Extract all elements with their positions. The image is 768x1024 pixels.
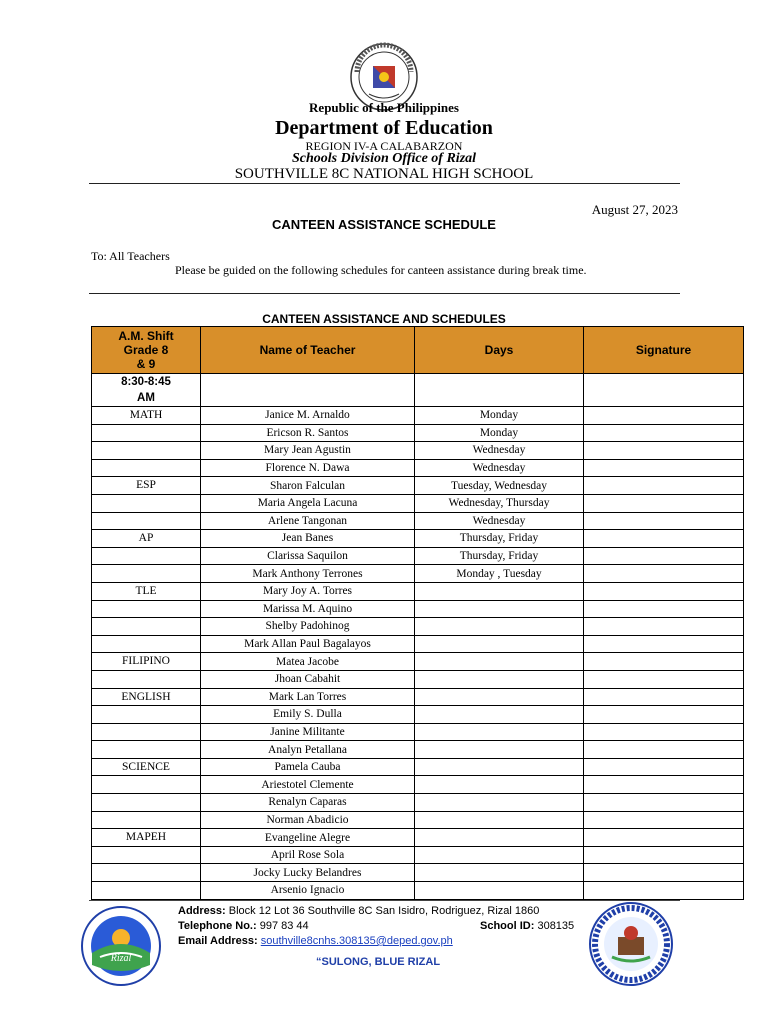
signature-cell[interactable] bbox=[584, 811, 744, 829]
school-id-value: 308135 bbox=[537, 920, 575, 932]
table-row bbox=[92, 882, 744, 900]
days-cell bbox=[415, 688, 584, 706]
table-row bbox=[92, 565, 744, 583]
teacher-cell: Mark Anthony Terrones bbox=[201, 565, 415, 583]
subject-cell: ENGLISH bbox=[92, 688, 201, 706]
signature-cell[interactable] bbox=[584, 442, 744, 460]
header-days: Days bbox=[415, 327, 584, 374]
school-id-label: School ID: bbox=[480, 920, 535, 932]
body-text: Please be guided on the following schedules for canteen assistance during break time. bbox=[175, 263, 587, 277]
address-value: Block 12 Lot 36 Southville 8C San Isidro, Rodriguez, Rizal 1860 bbox=[228, 905, 540, 917]
department-title: Department of Education bbox=[275, 117, 493, 139]
subject-cell bbox=[92, 512, 201, 530]
subject-cell bbox=[92, 635, 201, 653]
subject-cell bbox=[92, 459, 201, 477]
address-label: Address: bbox=[178, 905, 226, 917]
subject-cell bbox=[92, 794, 201, 812]
table-row bbox=[92, 512, 744, 530]
days-cell: Wednesday bbox=[415, 459, 584, 477]
time-slot-row bbox=[92, 374, 744, 407]
teacher-cell: Analyn Petallana bbox=[201, 741, 415, 759]
teacher-cell: Mary Joy A. Torres bbox=[201, 582, 415, 600]
days-cell bbox=[415, 846, 584, 864]
teacher-cell: Jocky Lucky Belandres bbox=[201, 864, 415, 882]
days-cell bbox=[415, 882, 584, 900]
signature-cell[interactable] bbox=[584, 582, 744, 600]
header-signature: Signature bbox=[584, 327, 744, 374]
motto: “SULONG, BLUE RIZAL bbox=[316, 956, 441, 968]
table-row bbox=[92, 530, 744, 548]
teacher-cell: Mark Lan Torres bbox=[201, 688, 415, 706]
teacher-cell: Jean Banes bbox=[201, 530, 415, 548]
signature-cell[interactable] bbox=[584, 547, 744, 565]
subject-cell bbox=[92, 600, 201, 618]
empty-cell bbox=[415, 374, 584, 407]
table-title: CANTEEN ASSISTANCE AND SCHEDULES bbox=[262, 312, 506, 326]
signature-cell[interactable] bbox=[584, 670, 744, 688]
teacher-cell: Matea Jacobe bbox=[201, 653, 415, 671]
time-slot-cell: 8:30-8:45 AM bbox=[92, 374, 201, 407]
recipient-line: To: All Teachers bbox=[91, 249, 170, 263]
document-date: August 27, 2023 bbox=[591, 202, 678, 217]
days-cell: Monday bbox=[415, 407, 584, 425]
subject-cell bbox=[92, 442, 201, 460]
teacher-cell: Renalyn Caparas bbox=[201, 794, 415, 812]
days-cell: Wednesday, Thursday bbox=[415, 494, 584, 512]
teacher-cell: April Rose Sola bbox=[201, 846, 415, 864]
table-row bbox=[92, 494, 744, 512]
teacher-cell: Florence N. Dawa bbox=[201, 459, 415, 477]
telephone-line bbox=[178, 920, 309, 932]
teacher-cell: Emily S. Dulla bbox=[201, 706, 415, 724]
table-row bbox=[92, 829, 744, 847]
subject-cell: MAPEH bbox=[92, 829, 201, 847]
signature-cell[interactable] bbox=[584, 758, 744, 776]
signature-cell[interactable] bbox=[584, 477, 744, 495]
signature-cell[interactable] bbox=[584, 723, 744, 741]
table-row bbox=[92, 600, 744, 618]
header-teacher: Name of Teacher bbox=[201, 327, 415, 374]
signature-cell[interactable] bbox=[584, 618, 744, 636]
table-row bbox=[92, 741, 744, 759]
table-row bbox=[92, 618, 744, 636]
table-row bbox=[92, 846, 744, 864]
days-cell bbox=[415, 653, 584, 671]
subject-cell bbox=[92, 723, 201, 741]
document-title: CANTEEN ASSISTANCE SCHEDULE bbox=[272, 217, 496, 232]
school-seal-logo bbox=[588, 901, 674, 987]
signature-cell[interactable] bbox=[584, 459, 744, 477]
days-cell bbox=[415, 811, 584, 829]
days-cell bbox=[415, 582, 584, 600]
signature-cell[interactable] bbox=[584, 494, 744, 512]
svg-text:Rizal: Rizal bbox=[110, 953, 132, 964]
days-cell bbox=[415, 776, 584, 794]
subject-cell bbox=[92, 618, 201, 636]
division-line: Schools Division Office of Rizal bbox=[291, 151, 477, 166]
days-cell bbox=[415, 723, 584, 741]
days-cell bbox=[415, 794, 584, 812]
teacher-cell: Norman Abadicio bbox=[201, 811, 415, 829]
table-row bbox=[92, 688, 744, 706]
table-row bbox=[92, 706, 744, 724]
table-row bbox=[92, 776, 744, 794]
teacher-cell: Maria Angela Lacuna bbox=[201, 494, 415, 512]
subject-cell bbox=[92, 776, 201, 794]
header-divider bbox=[89, 183, 680, 184]
days-cell bbox=[415, 600, 584, 618]
rizal-division-logo bbox=[80, 905, 162, 987]
subject-cell bbox=[92, 864, 201, 882]
teacher-cell: Marissa M. Aquino bbox=[201, 600, 415, 618]
table-row bbox=[92, 547, 744, 565]
days-cell: Wednesday bbox=[415, 512, 584, 530]
table-row bbox=[92, 670, 744, 688]
days-cell bbox=[415, 741, 584, 759]
teacher-cell: Clarissa Saquilon bbox=[201, 547, 415, 565]
subject-cell bbox=[92, 846, 201, 864]
teacher-cell: Ariestotel Clemente bbox=[201, 776, 415, 794]
teacher-cell: Jhoan Cabahit bbox=[201, 670, 415, 688]
subject-cell bbox=[92, 882, 201, 900]
table-row bbox=[92, 723, 744, 741]
table-row bbox=[92, 442, 744, 460]
signature-cell[interactable] bbox=[584, 794, 744, 812]
table-row bbox=[92, 653, 744, 671]
schedule-table bbox=[91, 326, 744, 900]
subject-cell bbox=[92, 565, 201, 583]
subject-cell bbox=[92, 811, 201, 829]
telephone-value: 997 83 44 bbox=[259, 920, 309, 932]
body-divider bbox=[89, 293, 680, 294]
signature-cell[interactable] bbox=[584, 424, 744, 442]
teacher-cell: Ericson R. Santos bbox=[201, 424, 415, 442]
subject-cell: AP bbox=[92, 530, 201, 548]
empty-cell bbox=[584, 374, 744, 407]
table-row bbox=[92, 582, 744, 600]
table-row bbox=[92, 758, 744, 776]
teacher-cell: Janice M. Arnaldo bbox=[201, 407, 415, 425]
days-cell: Monday bbox=[415, 424, 584, 442]
email-link[interactable]: southville8cnhs.308135@deped.gov.ph bbox=[260, 935, 453, 947]
teacher-cell: Evangeline Alegre bbox=[201, 829, 415, 847]
days-cell: Thursday, Friday bbox=[415, 547, 584, 565]
days-cell bbox=[415, 829, 584, 847]
subject-cell bbox=[92, 424, 201, 442]
teacher-cell: Pamela Cauba bbox=[201, 758, 415, 776]
teacher-cell: Arsenio Ignacio bbox=[201, 882, 415, 900]
table-header-row bbox=[92, 327, 744, 374]
empty-cell bbox=[201, 374, 415, 407]
table-row bbox=[92, 477, 744, 495]
signature-cell[interactable] bbox=[584, 653, 744, 671]
telephone-label: Telephone No.: bbox=[178, 920, 257, 932]
days-cell bbox=[415, 864, 584, 882]
table-row bbox=[92, 811, 744, 829]
table-row bbox=[92, 407, 744, 425]
email-label: Email Address: bbox=[178, 935, 258, 947]
signature-cell[interactable] bbox=[584, 829, 744, 847]
teacher-cell: Janine Militante bbox=[201, 723, 415, 741]
email-line bbox=[178, 935, 453, 947]
signature-cell[interactable] bbox=[584, 635, 744, 653]
table-row bbox=[92, 794, 744, 812]
teacher-cell: Arlene Tangonan bbox=[201, 512, 415, 530]
signature-cell[interactable] bbox=[584, 407, 744, 425]
days-cell: Wednesday bbox=[415, 442, 584, 460]
days-cell: Monday , Tuesday bbox=[415, 565, 584, 583]
subject-cell bbox=[92, 670, 201, 688]
table-row bbox=[92, 635, 744, 653]
days-cell bbox=[415, 635, 584, 653]
days-cell bbox=[415, 706, 584, 724]
days-cell bbox=[415, 670, 584, 688]
table-row bbox=[92, 864, 744, 882]
days-cell bbox=[415, 618, 584, 636]
days-cell: Tuesday, Wednesday bbox=[415, 477, 584, 495]
signature-cell[interactable] bbox=[584, 776, 744, 794]
table-row bbox=[92, 424, 744, 442]
signature-cell[interactable] bbox=[584, 882, 744, 900]
signature-cell[interactable] bbox=[584, 846, 744, 864]
teacher-cell: Shelby Padohinog bbox=[201, 618, 415, 636]
teacher-cell: Sharon Falculan bbox=[201, 477, 415, 495]
signature-cell[interactable] bbox=[584, 530, 744, 548]
days-cell: Thursday, Friday bbox=[415, 530, 584, 548]
subject-cell bbox=[92, 494, 201, 512]
school-id-line bbox=[480, 920, 574, 932]
header-shift: A.M. Shift Grade 8 & 9 bbox=[92, 327, 201, 374]
teacher-cell: Mark Allan Paul Bagalayos bbox=[201, 635, 415, 653]
signature-cell[interactable] bbox=[584, 600, 744, 618]
subject-cell bbox=[92, 706, 201, 724]
signature-cell[interactable] bbox=[584, 864, 744, 882]
signature-cell[interactable] bbox=[584, 688, 744, 706]
signature-cell[interactable] bbox=[584, 741, 744, 759]
subject-cell: MATH bbox=[92, 407, 201, 425]
subject-cell: TLE bbox=[92, 582, 201, 600]
school-name: SOUTHVILLE 8C NATIONAL HIGH SCHOOL bbox=[234, 166, 534, 182]
subject-cell: FILIPINO bbox=[92, 653, 201, 671]
signature-cell[interactable] bbox=[584, 512, 744, 530]
subject-cell: ESP bbox=[92, 477, 201, 495]
subject-cell bbox=[92, 547, 201, 565]
subject-cell: SCIENCE bbox=[92, 758, 201, 776]
days-cell bbox=[415, 758, 584, 776]
signature-cell[interactable] bbox=[584, 565, 744, 583]
teacher-cell: Mary Jean Agustin bbox=[201, 442, 415, 460]
republic-line: Republic of the Philippines bbox=[309, 100, 459, 115]
region-line: REGION IV-A CALABARZON bbox=[305, 139, 463, 153]
signature-cell[interactable] bbox=[584, 706, 744, 724]
table-row bbox=[92, 459, 744, 477]
address-line bbox=[178, 905, 539, 917]
subject-cell bbox=[92, 741, 201, 759]
